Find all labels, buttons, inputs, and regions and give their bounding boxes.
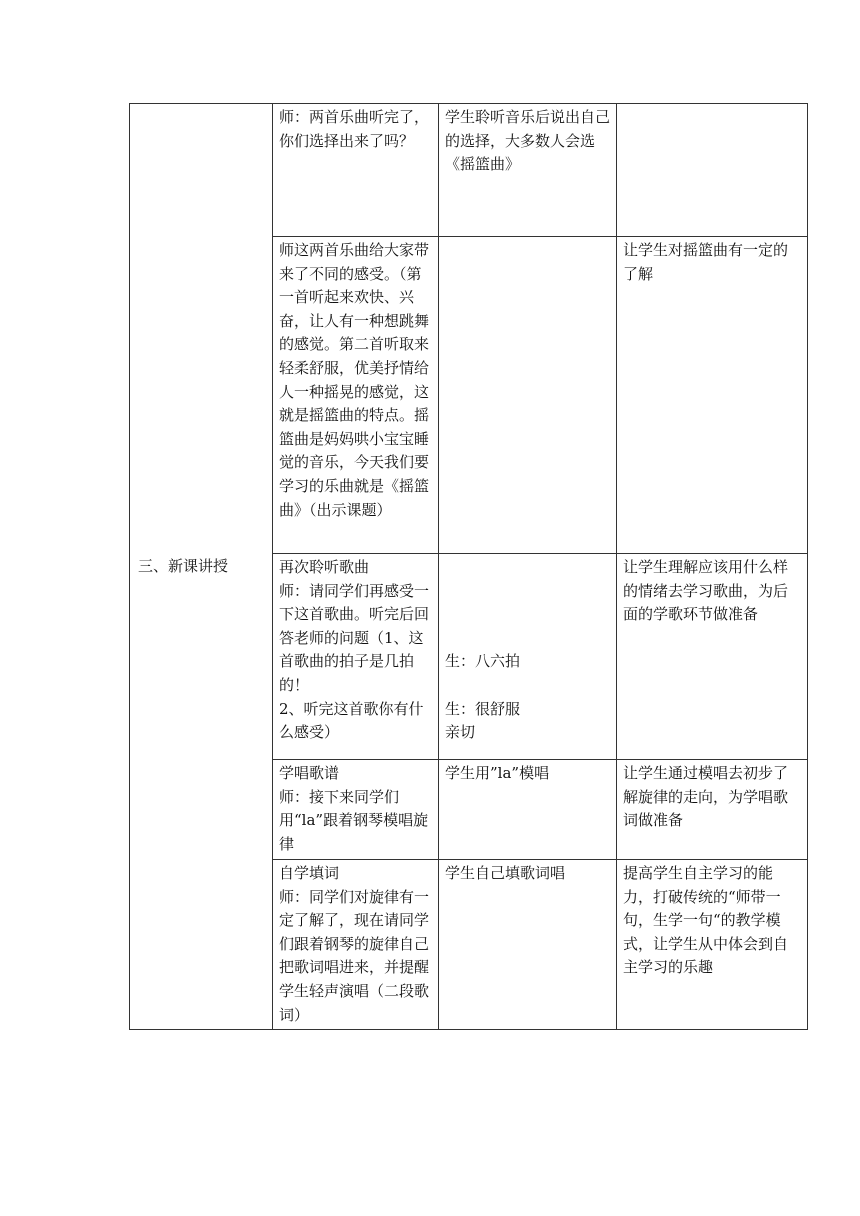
student-activity-cell: [439, 104, 617, 237]
student-activity-cell: [439, 860, 617, 1030]
teacher-activity-cell: [273, 760, 439, 860]
student-text: 学生用”la”模唱: [445, 764, 550, 782]
design-purpose-cell: [617, 554, 808, 760]
teacher-activity-cell: [273, 104, 439, 237]
teacher-text: 师：接下来同学们用“la”跟着钢琴模唱旋律: [279, 787, 429, 853]
stage-cell: [130, 104, 273, 1030]
student-text: 学生聆听音乐后说出自己的选择，大多数人会选《摇篮曲》: [445, 108, 611, 174]
teacher-text: 师：两首乐曲听完了，你们选择出来了吗？: [279, 108, 430, 150]
student-activity-cell: [439, 237, 617, 554]
stage-label: 三、新课讲授: [138, 556, 229, 575]
design-purpose-cell: [617, 860, 808, 1030]
teacher-text: 自学填词: [279, 864, 340, 882]
design-purpose-cell: [617, 237, 808, 554]
student-text: 学生自己填歌词唱: [445, 864, 566, 882]
student-activity-cell: [439, 554, 617, 760]
lesson-plan-table: [129, 103, 808, 1030]
purpose-text: 让学生通过模唱去初步了解旋律的走向，为学唱歌词做准备: [623, 764, 789, 830]
student-activity-cell: [439, 760, 617, 860]
student-text: 亲切: [445, 723, 476, 742]
teacher-activity-cell: [273, 554, 439, 760]
purpose-text: 让学生对摇篮曲有一定的了解: [623, 241, 789, 283]
purpose-text: 让学生理解应该用什么样的情绪去学习歌曲，为后面的学歌环节做准备: [623, 558, 789, 624]
teacher-text: 再次聆听歌曲: [279, 558, 370, 576]
design-purpose-cell: [617, 104, 808, 237]
teacher-text: 2、听完这首歌你有什么感受）: [279, 699, 424, 742]
teacher-text: 师：请同学们再感受一下这首歌曲。听完后回答老师的问题（1、这首歌曲的拍子是几拍的！: [279, 581, 430, 694]
teacher-activity-cell: [273, 237, 439, 554]
design-purpose-cell: [617, 760, 808, 860]
purpose-text: 提高学生自主学习的能力，打破传统的“师带一句，生学一句“的教学模式，让学生从中体会到自主学习的乐趣: [623, 864, 789, 977]
teacher-text: 师：同学们对旋律有一定了解了，现在请同学们跟着钢琴的旋律自己把歌词唱进来，并提醒学生轻声演唱（二段歌词）: [279, 887, 430, 1024]
teacher-text: 学唱歌谱: [279, 764, 340, 782]
table-row: [130, 104, 808, 237]
student-text: 生：很舒服: [445, 699, 521, 718]
teacher-activity-cell: [273, 860, 439, 1030]
teacher-text: 师这两首乐曲给大家带来了不同的感受。（第一首听起来欢快、兴奋，让人有一种想跳舞的感觉。第二首听取来轻柔舒服，优美抒情给人一种摇晃的感觉，这就是摇篮曲的特点。摇篮曲是妈妈哄小宝宝睡觉的音乐，今天我们要学习的乐曲就是《摇篮曲》（出示课题）: [279, 241, 430, 519]
student-text: 生：八六拍: [445, 652, 521, 671]
